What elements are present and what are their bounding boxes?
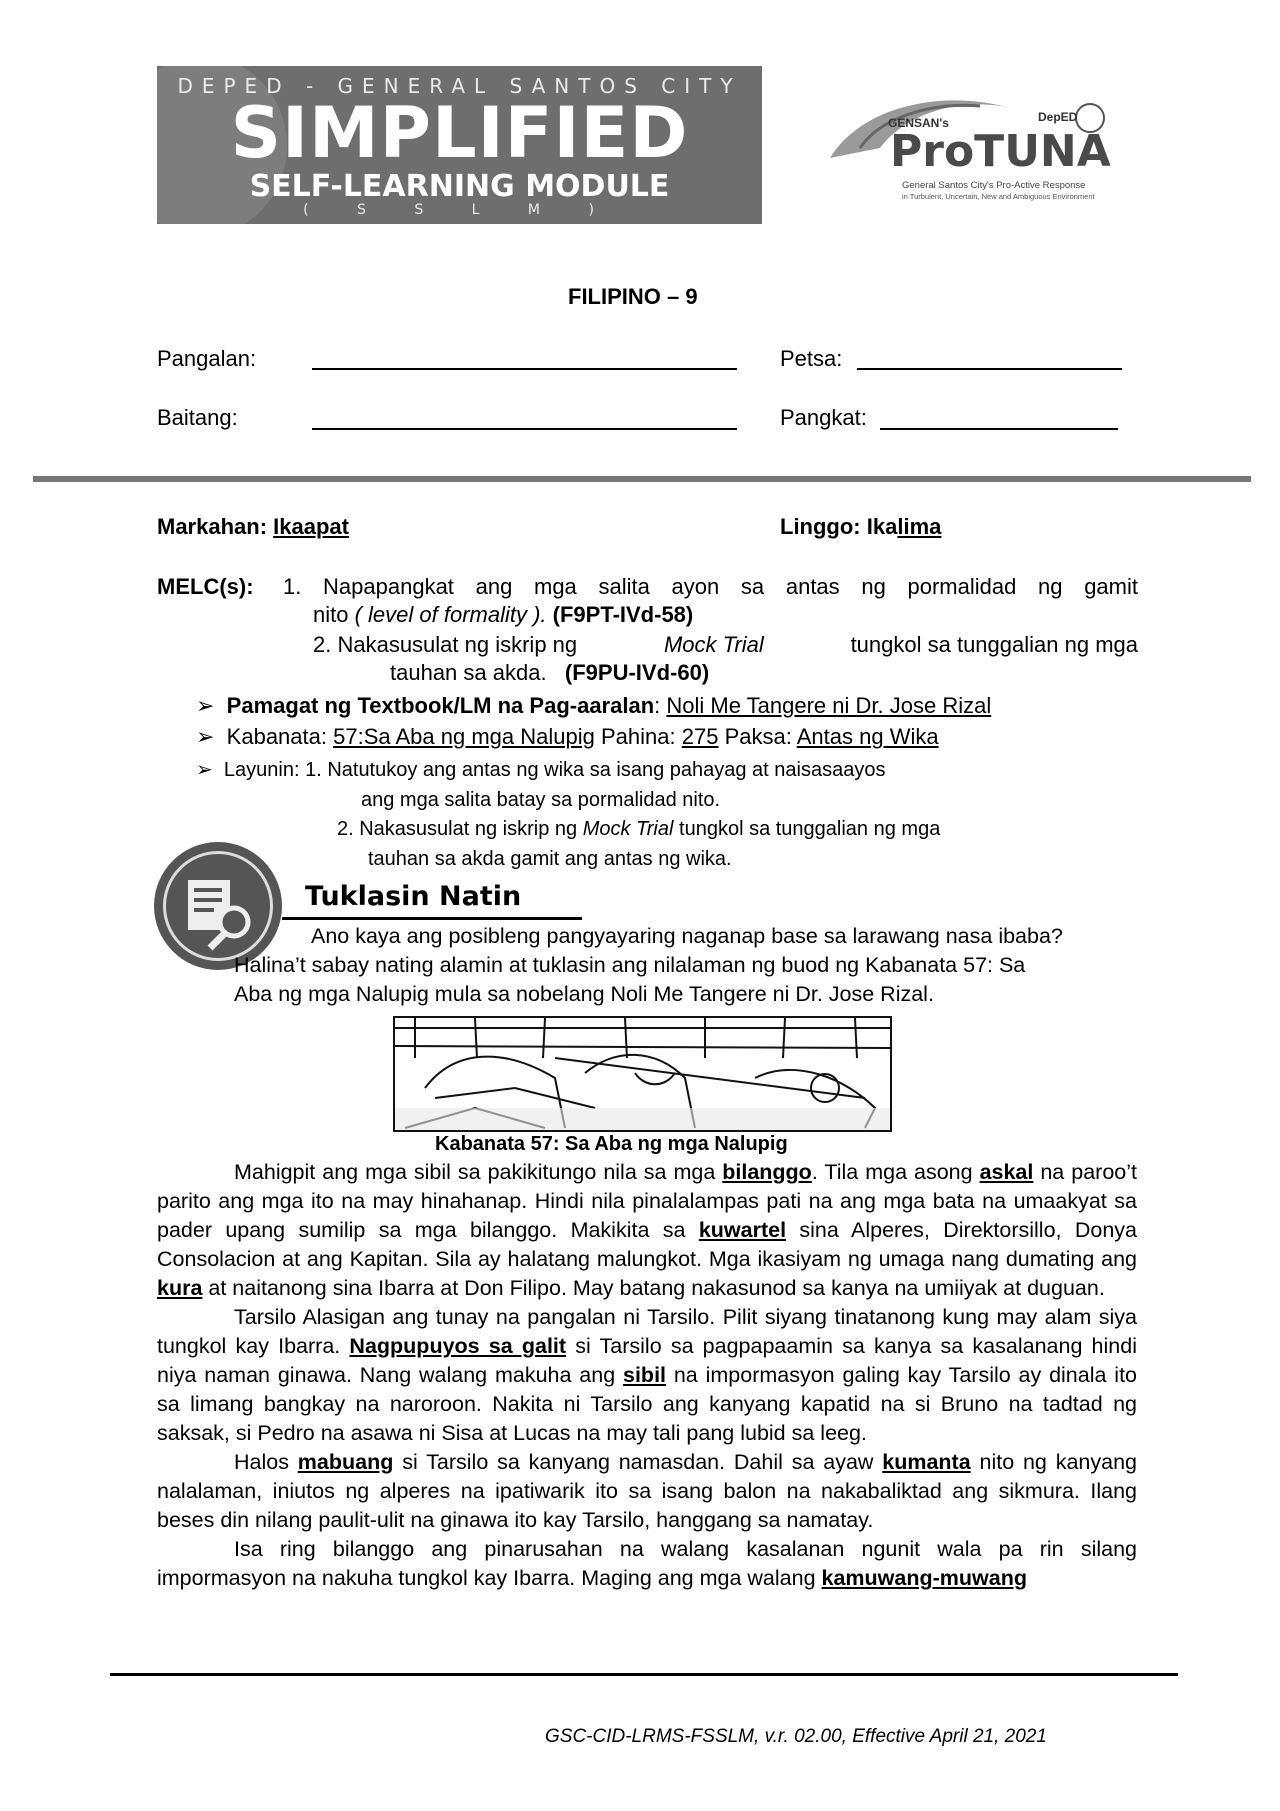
melc-item2-italic: Mock Trial bbox=[663, 632, 764, 657]
melc-item2-text-b: tungkol sa tunggalian ng mga bbox=[850, 632, 1138, 657]
petsa-field[interactable] bbox=[857, 368, 1122, 370]
markahan-label: Markahan: bbox=[157, 514, 268, 539]
banner-subtitle: SELF-LEARNING MODULE bbox=[249, 169, 670, 204]
bullet-kabanata bbox=[196, 723, 939, 751]
melc-label: MELC(s): bbox=[157, 574, 254, 599]
banner-top-text: DEPED - GENERAL SANTOS CITY bbox=[177, 74, 742, 98]
paksa-value: Antas ng Wika bbox=[796, 724, 939, 749]
story-body bbox=[157, 1158, 1137, 1593]
keyword-kamuwang-muwang: kamuwang-muwang bbox=[821, 1566, 1027, 1590]
logo-gensan-text: GENSAN's bbox=[888, 116, 949, 130]
bullet-layunin bbox=[196, 756, 885, 784]
arrow-bullet-icon: ➢ bbox=[196, 759, 213, 781]
markahan bbox=[157, 513, 349, 541]
paksa-label: Paksa: bbox=[724, 724, 792, 749]
keyword-mabuang: mabuang bbox=[297, 1450, 394, 1474]
keyword-bilanggo: bilanggo bbox=[722, 1160, 812, 1184]
melc-item1-nito: nito bbox=[313, 602, 349, 627]
layunin-2c: tauhan sa akda gamit ang antas ng wika. bbox=[368, 848, 732, 870]
sslm-banner bbox=[157, 66, 762, 224]
story-paragraph-2: Tarsilo Alasigan ang tunay na pangalan ni Tarsilo. Pilit siyang tinatanong kung may alam siya tungkol kay Ibarra. Nagpupuyos sa galit si Tarsilo sa pagpapaamin sa kanya sa kasalanang hindi niya naman ginawa. Nang walang makuha ang sibil na impormasyon galing kay Tarsilo ay dinala ito sa limang bangkay na naroroon. Nakita ni Tarsilo ang kanyang kapatid na si Bruno na tadtad ng saksak, si Pedro na asawa ni Sisa at Lucas na may tali pang lubid sa leeg. bbox=[157, 1305, 1137, 1445]
petsa-label: Petsa: bbox=[780, 346, 843, 371]
arrow-bullet-icon: ➢ bbox=[196, 724, 215, 749]
tuklasin-line1: Ano kaya ang posibleng pangyayaring naganap base sa larawang nasa ibaba? bbox=[311, 924, 1063, 948]
pahina-label: Pahina: bbox=[600, 724, 676, 749]
melc-item2-line1 bbox=[313, 631, 1138, 659]
keyword-sibil: sibil bbox=[623, 1363, 667, 1387]
bullet-pamagat: ➢ Pamagat ng Textbook/LM na Pag-aaralan: Noli Me Tangere ni Dr. Jose Rizal bbox=[196, 693, 992, 718]
layunin-2 bbox=[337, 815, 940, 843]
subject-title: FILIPINO – 9 bbox=[568, 284, 698, 309]
layunin-label: Layunin: bbox=[223, 759, 300, 781]
tuklasin-underline bbox=[282, 917, 582, 920]
story-paragraph-3: Halos mabuang si Tarsilo sa kanyang namasdan. Dahil sa ayaw kumanta nito ng kanyang nalalaman, iniutos ng alperes na ipatiwarik ito sa isang balon na nakabaliktad ang sikmura. Ilang beses din nilang paulit-ulit na ginawa ito kay Tarsilo, hanggang sa namatay. bbox=[157, 1450, 1137, 1532]
keyword-kumanta: kumanta bbox=[882, 1450, 971, 1474]
story-paragraph-4: Isa ring bilanggo ang pinarusahan na walang kasalanan ngunit wala pa rin silang impormasyon na nakuha tungkol kay Ibarra. Maging ang mga walang kamuwang-muwang bbox=[157, 1537, 1137, 1590]
logo-deped-text: DepED bbox=[1038, 110, 1078, 124]
section-divider bbox=[33, 476, 1251, 482]
tuklasin-heading: Tuklasin Natin bbox=[305, 881, 522, 912]
logo-tagline-small: in Turbulent, Uncertain, New and Ambiguous Environment bbox=[902, 192, 1095, 201]
linggo-value-prefix: Ika bbox=[866, 514, 898, 539]
arrow-bullet-icon: ➢ bbox=[196, 693, 215, 718]
pangalan-field[interactable] bbox=[312, 368, 737, 370]
linggo bbox=[780, 513, 941, 541]
linggo-value-underlined: lima bbox=[897, 514, 942, 539]
footer-code: GSC-CID-LRMS-FSSLM, v.r. 02.00, Effective April 21, 2021 bbox=[545, 1726, 1047, 1747]
banner-acronym: ( S S L M ) bbox=[303, 202, 616, 218]
pahina-value: 275 bbox=[681, 724, 719, 749]
kabanata-value: 57:Sa Aba ng mga Nalupig bbox=[333, 724, 595, 749]
melc-item1-line1: 1. Napapangkat ang mga salita ayon sa antas ng pormalidad ng gamit bbox=[283, 574, 1138, 599]
kabanata-label: Kabanata: bbox=[226, 724, 327, 749]
melc-item2-code: (F9PU-IVd-60) bbox=[564, 660, 710, 685]
markahan-value: Ikaapat bbox=[273, 514, 349, 539]
pangkat-label: Pangkat: bbox=[780, 405, 867, 430]
keyword-nagpupuyos: Nagpupuyos sa galit bbox=[349, 1334, 567, 1358]
layunin-2b: tungkol sa tunggalian ng mga bbox=[679, 818, 941, 840]
pamagat-label: Pamagat ng Textbook/LM na Pag-aaralan bbox=[226, 693, 655, 718]
layunin-1b: ang mga salita batay sa pormalidad nito. bbox=[361, 789, 721, 811]
layunin-2a: 2. Nakasusulat ng iskrip ng bbox=[337, 818, 578, 840]
melc-item2-text-c: tauhan sa akda. bbox=[390, 660, 547, 685]
kabanata-illustration bbox=[393, 1016, 892, 1132]
banner-title: SIMPLIFIED bbox=[230, 92, 689, 174]
melc-item1-line2 bbox=[313, 601, 693, 629]
protuna-logo bbox=[820, 88, 1120, 208]
layunin-2-italic: Mock Trial bbox=[582, 818, 674, 840]
melc-item2-text: 2. Nakasusulat ng iskrip ng bbox=[313, 632, 578, 657]
tuklasin-line2: Halina’t sabay nating alamin at tuklasin ang nilalaman ng buod ng Kabanata 57: Sa bbox=[234, 953, 1026, 977]
keyword-kuwartel: kuwartel bbox=[698, 1218, 787, 1242]
melc-item1-code: (F9PT-IVd-58) bbox=[552, 602, 694, 627]
baitang-field[interactable] bbox=[312, 428, 737, 430]
baitang-label: Baitang: bbox=[157, 405, 238, 430]
pangalan-label: Pangalan: bbox=[157, 346, 257, 371]
tuklasin-line3: Aba ng mga Nalupig mula sa nobelang Noli Me Tangere ni Dr. Jose Rizal. bbox=[234, 982, 934, 1006]
logo-tagline: General Santos City's Pro-Active Response bbox=[902, 180, 1086, 191]
footer-rule bbox=[110, 1673, 1178, 1676]
story-paragraph-1: Mahigpit ang mga sibil sa pakikitungo nila sa mga bilanggo. Tila mga asong askal na paroo’t parito ang mga ito na may hinahanap. Hindi nila pinalalampas pati na ang mga bata na umaakyat sa pader upang sumilip sa mga bilanggo. Makikita sa kuwartel sina Alperes, Direktorsillo, Donya Consolacion at ang Kapitan. Sila ay halatang malungkot. Mga ikasiyam ng umaga nang dumating ang kura at naitanong sina Ibarra at Don Filipo. May batang nakasunod sa kanya na umiiyak at duguan. bbox=[157, 1160, 1137, 1300]
linggo-label: Linggo: bbox=[780, 514, 861, 539]
figure-caption: Kabanata 57: Sa Aba ng mga Nalupig bbox=[435, 1133, 788, 1155]
keyword-askal: askal bbox=[979, 1160, 1034, 1184]
pamagat-value: Noli Me Tangere ni Dr. Jose Rizal bbox=[666, 693, 992, 718]
pangkat-field[interactable] bbox=[880, 428, 1118, 430]
melc-item2-line2 bbox=[390, 659, 709, 687]
melc-item1-italic: ( level of formality ). bbox=[354, 602, 547, 627]
layunin-1a: 1. Natutukoy ang antas ng wika sa isang pahayag at naisasaayos bbox=[305, 759, 886, 781]
logo-protuna-text: ProTUNA bbox=[890, 126, 1111, 177]
keyword-kura: kura bbox=[157, 1276, 203, 1300]
